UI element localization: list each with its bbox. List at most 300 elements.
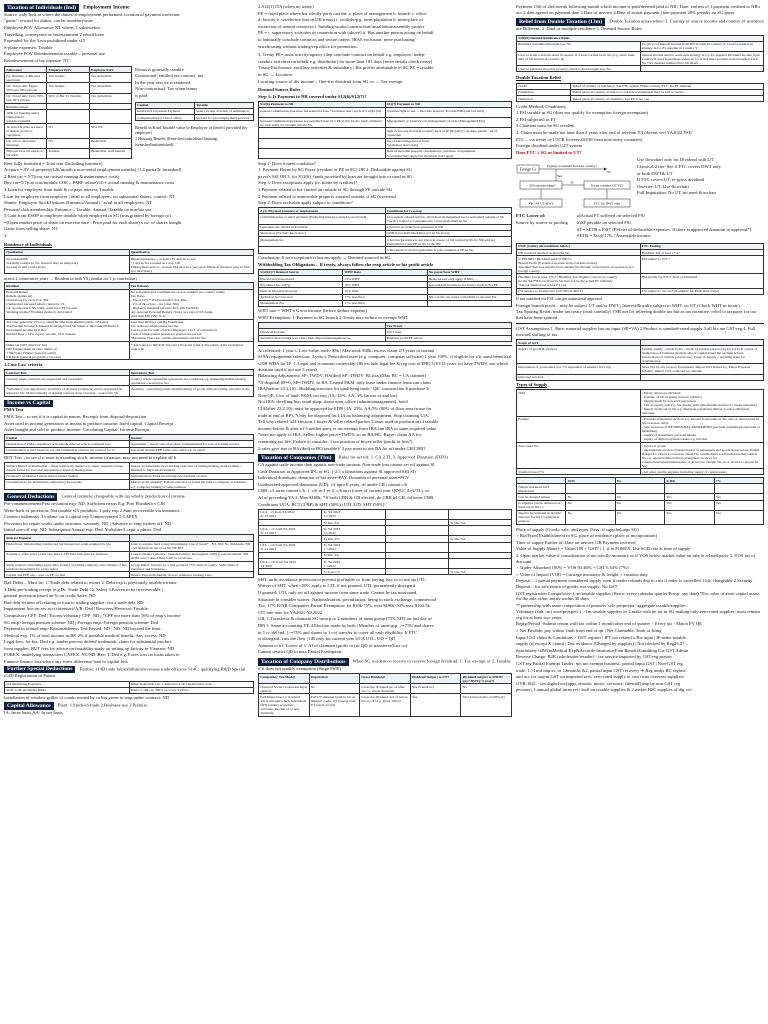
- fsie-row: [517, 274, 764, 288]
- pe-lines: [258, 4, 512, 49]
- interest-expense-row: [5, 541, 254, 551]
- allowance-cell: NT: [47, 124, 89, 138]
- gst-scope-cell: Supply of goods & services: [517, 346, 641, 364]
- exclusion-condition-cell: [259, 247, 386, 253]
- s12-payment-row: [259, 138, 512, 148]
- residence-row: [5, 255, 254, 273]
- allowance-row: [5, 83, 132, 93]
- treaty-income-cell: Dividend Income: [259, 329, 386, 335]
- resident-tax-row: [5, 319, 254, 341]
- carry-forward-row: [259, 542, 512, 552]
- bad-debt-line: Bad Debts – Must be: 1. Trade debt related to owner 2. Debt exp is previously taxable income: [4, 579, 177, 585]
- gst-implication-cell: Yes: [665, 500, 714, 510]
- tax-model-cell: Gross the dividend: net of before tax as CF (e.g. given 100%): [360, 694, 411, 716]
- allowance-header: Allowance: [5, 67, 47, 73]
- dt-relief-cell: Relief of country of residence; Tax FTC against Home-country FTC, No FT suffered: [571, 83, 764, 89]
- allowance-row: [5, 124, 132, 138]
- loss-rule-line: Conditions UCA: BCT (2 BP) & SHT (50%) | UTL/UD: SHT (50%): [258, 501, 385, 507]
- gst-implication-cell: Can be charged output: [517, 494, 566, 500]
- employment-income-line: Reimbursement of biz expense: NT: [4, 57, 70, 63]
- column-3: [516, 4, 764, 1020]
- deemed-remittance-cell: [640, 66, 764, 72]
- further-deductions-text: Further: s14B trade fair/exhibition/overseas trade office or S14C: qualifying R&D Special s14D Registration of Patent: [4, 666, 246, 679]
- exclusion-condition-row: [259, 214, 512, 224]
- employment-income-line: Expended for the 3.not prohibited under s15: [4, 38, 86, 44]
- pe-line: to habitually conclude contracts and secure orders. IRAS exclusion: mere purchasing/: [258, 36, 416, 42]
- badges-of-trade-cell: Supplementary Work processing/development on land: [129, 473, 254, 479]
- bonus-line: Contractual: entitled via contract; tax: [135, 73, 204, 79]
- capital-taxable-cell: Reward for past employment services: [195, 114, 254, 120]
- benefit-line: Shares: Employee Stock Options (Entrance/Annual) / avail to all employees: NT: [4, 200, 153, 206]
- carry-forward-cell: UCA : c/f from YA 2022 31.12.2021: [259, 509, 322, 519]
- exclusion-conditions-table: [258, 207, 512, 253]
- bad-debt-line: general provision based on % on credit Sales: ND: [4, 593, 96, 599]
- types-of-supply-title: Types of Supply: [516, 382, 548, 388]
- step-line: 2.Payment related to immovable property situated outside of SG (overseas): [258, 193, 397, 199]
- allowance-cell: NT: [47, 138, 89, 148]
- types-of-supply-cell: - Salary, directors, dividend - Transfer of biz as going concern (TOGC) - Supply made by non-GST reg person - Third Country sale e.g. SG Trader, bills merchandise delivers to Japan customers - Supply made out of SG e.g. Malaysia warehouse deliver goods to Malaysia customer: [640, 390, 764, 416]
- s12-payment-cell: [259, 128, 386, 138]
- carry-forward-cell: UCA – c/f from YA 2023 31.12.2021: [259, 526, 322, 536]
- pe-line: extraction of natural resources i. building/works/construction/installation/assembly project: [258, 23, 425, 29]
- carry-forward-cell: To YA 2023 1.1.2022: [322, 542, 385, 552]
- gst-scope-cell: Importation of goods must pay 7% regardless of whether GST reg: [517, 364, 641, 374]
- interest-expense-row: [5, 562, 254, 572]
- case-law-cell: Country where contracts are negotiated and concluded: [5, 376, 130, 386]
- flow-text-foreign-co: Foreign Co: [519, 167, 537, 172]
- gst-rule-line: persons | 1.annual global turnover>1mil on taxable supplies & 2.makes B2C supplies of dig svc: [516, 687, 692, 693]
- credit-method-line: FTC – via treaty or UTCR (covers all FSI from non-treaty countries): [516, 136, 643, 142]
- general-deduction-line: Pre-commencement/Post cessation exp: ND. Sufficient nexus E.g. Port Elizabeth v CIR: [4, 500, 166, 506]
- residence-section: [4, 242, 254, 397]
- bad-debt-line: 3.Debt pre-trading receipt (e.g.Dr. Trade Debt Cr. Sales) 3.Proven to be irrecoverable |: [4, 586, 163, 592]
- allowance-cell: Deductible: [89, 138, 131, 148]
- gst-rule-line: > Biz/Fixed Establishment in SG, place of residence (place of incorporation): [516, 533, 657, 539]
- sht-line: GR: 1.Transferor & claimant SG incorp or 2.members of same group (75% SHT on last day of: [258, 616, 432, 622]
- gst-scope-cell: Imported services: [517, 374, 641, 380]
- gst-implication-cell: No: [615, 510, 664, 524]
- allowance-row: [5, 138, 132, 148]
- foreign-branch-line: Foreign branch profit – may be subject UT and/or DWT | Interest/Royalty subject to WHT, no UT (Check WHT in treaty).: [516, 302, 741, 308]
- gst-implication-cell: Yes: [714, 510, 763, 524]
- interest-expense-table: [4, 534, 254, 578]
- treaty-line: 3. Treaty PE= asset/activity/agency (dep-conclude contract on behalf e.g. employee; indep-: [258, 52, 426, 58]
- fsie-table: [516, 243, 764, 295]
- credit-method-line: 2.FSI subjected to FT: [516, 116, 556, 122]
- allowance-cell: 1k petrol & plate are used to deliver goods to customers: [5, 124, 47, 138]
- ia-aa-note: IA: Incur basis AA: In use basis: [4, 709, 63, 715]
- gst-implication-cell: No: [566, 500, 615, 510]
- income-capital-line: Asset bought and sold to produce income: Circulating Capital: Income Receipt: [4, 427, 149, 433]
- step-1: Step 1: Is Payment to NR covered under S12(6)/S12(7)?: [258, 93, 367, 99]
- carry-forward-cell: [385, 542, 448, 552]
- gst-implication-cell: Is supplies can be deducted as input tax in the co: [517, 500, 566, 510]
- capital-income-cell: Use-from license/FPH in the can contract to be agent: [129, 447, 254, 453]
- wht-rate-cell: Technical Services fees: [259, 294, 343, 300]
- carry-forward-cell: [448, 509, 511, 519]
- gst-implication-cell: No: [566, 510, 615, 524]
- gst-implication-cell: [665, 484, 714, 494]
- capital-allowance-line: income before & after trf 3.neither party is tax exempt from IBA can IBA in same acquired value: [258, 425, 437, 431]
- employment-income-line: Employee POV Allowance NT where: 1.subsistence,: [4, 25, 102, 30]
- badges-of-trade-cell: Motive profit seeking* Preferred motive of found the land to company as business e.g. Company holding of same business: [129, 479, 254, 489]
- treaty-income-table: [258, 322, 512, 342]
- flowchart-note-line: or both DWT& UT: [637, 170, 673, 176]
- employment-income-line: "gains": reward for duties, can be monetary/non-: [4, 18, 94, 24]
- dt-relief-cell: Deduction: [517, 95, 571, 101]
- ftc-flowchart: [516, 159, 634, 211]
- wht-note-line: WHT Exemption: 1. Payment to SG branch 2.Treaty may reduce or exempt WHT: [258, 315, 409, 321]
- badges-of-trade-cell: Circumstances for Realisation compulsory forced sale: [5, 479, 130, 489]
- flowchart-note-line: Classical 2 tier: See if FTC covers DWT only: [637, 164, 721, 169]
- gst-scope-row: [517, 374, 764, 380]
- employment-income-line: S-plane expenses: Taxable: [4, 44, 53, 50]
- general-deduction-line: Contract indemnity 3.s-plane car 4.capital exp 5.improvement 5.CAPEX: [4, 514, 138, 520]
- allowance-cell: Reimbursement: [5, 103, 47, 109]
- residence-cell: No resident/PR Normally resides in SG, absence may be temporary As long as still rooted in SG: [5, 255, 130, 273]
- capital-allowance-lines: [258, 348, 512, 452]
- tax-model-cell: No: [309, 684, 360, 694]
- carry-forward-row: [259, 526, 512, 536]
- exclusion-condition-cell: Commission/fee or other payment (Excluding interest) related to loan/credit: [259, 214, 386, 224]
- wht-rate-cell: 17% non-final: [343, 294, 427, 300]
- wht-rate-cell: 10% WHT: [343, 282, 427, 288]
- step-line: payer's SSI OR 3. for S12(6), funds provided by loan are brought into or used in SG: [258, 173, 413, 179]
- carry-forward-cell: [385, 509, 448, 519]
- benefit-line: Rent fully furnished = Total rent (Including furniture): [4, 160, 103, 166]
- general-deduction-line: Write-back of provision: Not taxable s15 prohibits: 1.poly exp 2.Sum recoverable via insurance: [4, 507, 180, 513]
- sht-line: Situation to consider waiver: Nationalisation, privatisation, being in stock exchange, commercial: [258, 596, 436, 602]
- exclusion-condition-cell: 1.Loan/debt-related service, show-how-management fee is performed outside of SG *service related to Guarantee fee can be performed in SG: [385, 214, 512, 224]
- gst-scope-cell: Sales Tax by any person | Exceptions: Import GST Relief e.g. Major Exporter Scheme; Import GST collected by customs: [640, 364, 764, 374]
- special-deduction-cell: Other deductible exp: 1.Renewal of IP 2.Renovation costs ...: [129, 681, 254, 687]
- flowchart-notes: [637, 157, 764, 213]
- section-badge-distributions: Taxation of Company Distributions: [258, 658, 349, 666]
- wht-rate-cell: Rent on Movable Property: [259, 288, 343, 294]
- tax-model-cell: Yes (S shall be): [410, 684, 461, 694]
- s12-payment-row: [259, 108, 512, 118]
- foreign-branch-lines: [516, 303, 764, 321]
- carry-forward-cell: [448, 558, 511, 568]
- allowance-cell: Tax taxable: [47, 83, 89, 93]
- types-of-supply-cell: OOS: [517, 390, 641, 416]
- distributions-title: When SG resident co receive or receive foreign dividend: 1. Tax exempt or 2. Taxable if it does not qualify exemption (Singe FSIE): [258, 658, 511, 671]
- double-tax-relief-section: [516, 18, 764, 31]
- carry-forward-cell: 31 Dec YA: [322, 552, 385, 558]
- case-law-cell: Country where substantial operations are conducted e.g. marketing/manufacturing operations – sourced in SG: [129, 376, 254, 386]
- s12-payment-table: [258, 101, 512, 159]
- resident-tax-cell: Other tax (DIT directors' fee) DIT Employment income: higher of 1.NR basic 15%(no personal relief) 2.R basis (general progressive tax rate): [5, 342, 130, 360]
- loss-rule-line: Individual donations: donation of biz asset=PAY. Donation of personal asset=PCV: [258, 475, 410, 481]
- carry-forward-cell: [385, 558, 448, 568]
- carry-forward-cell: 31 Case CT: [322, 569, 385, 575]
- gst-rule-line: Place of supply (Goods: sale; and types (Serv: if supp belongs SG): [516, 526, 639, 532]
- treaty-income-cell: Business profit/PE article: [385, 335, 512, 341]
- pe-line: 2.S12(1) ITA (when no treaty): [258, 4, 314, 9]
- allowance-cell: [89, 110, 131, 124]
- payment-rule: Payment 15th of 2nd month following month which income is paid/deemed paid to NR | Date: earliest of 1.payment credited to NR's acc 2.date agreed on payment date 3.Date of invoice 4.Date of actual payment | late payment 20% penalty on SG payer: [516, 4, 761, 15]
- capital-taxable-cell: Compensation for loss of office: [136, 114, 195, 120]
- deemed-source-section: [258, 87, 512, 342]
- carry-forward-cell: UTL – c/b from YA 2022 31.12.2021: [259, 542, 322, 552]
- deemed-remittance-cell: Co (Xcg co) interest income from BN in bank in Country X. Used to settle trad strategy in Co Z's supplier in Country Y: [640, 41, 764, 51]
- benefit-line: 2.Rent car = 5/7(cost car÷actual running & maintenance costs): [4, 173, 120, 179]
- treaty-income-row: [259, 335, 512, 341]
- deemed-remittance-cell: Used to purchase movable property which is then brought into SG: [517, 66, 641, 72]
- capital-taxable-table: [135, 102, 254, 122]
- gst-implication-row: [517, 500, 764, 510]
- fsie-cell: Is FSI DRS? Dividend paid by NR Co Branch Profit (Exclude non-trade from overseas branch) Specified Services income from outside SG through a fixed place of operation in a foreign country: [517, 256, 641, 274]
- bad-debt-line: from supplier. BUT fees for advice on feasibility study on setting up factory in Vietnam: ND: [4, 645, 174, 651]
- ftc-lower-title: FTC Lower of:: [516, 213, 546, 219]
- interest-expense-cell: Deductions: Outstanding constructed but interest not setup required by law: [5, 541, 130, 551]
- flow-text-mid: M: [570, 180, 574, 185]
- special-deduction-cell: s14 Qualifying Expenses...: [5, 681, 130, 687]
- gst-rule-line: and acc for output GST on imported serv/ zero-rated supply to cust from overseas suppliers: [516, 674, 684, 680]
- wht-rate-cell: Management Fee: [259, 300, 343, 306]
- steps-2-4-lines: [258, 161, 512, 206]
- employment-income-line: Employee POV Reimbursement taxable – personal use: [4, 51, 105, 57]
- allowance-cell: Deductible, staff benefit: [89, 148, 131, 158]
- types-of-supply-row: [517, 416, 764, 442]
- income-capital-line: PMA Test – to see if it is capital in nature; Receipts from disposal/destruction: [4, 413, 147, 419]
- types-of-supply-cell: - Prescribed financial services e.g. interest from banks in SG, sale of shares/bond in SG/overseas, debts - Sale and lease of RESIDENTIAL PROPERTIES (exclude commercial and units of furnishing) - supply of investment precious metals - supply of digital payment tokens e.g. bitcoins: [640, 416, 764, 442]
- gst-rule-line: > Value of Import (VOI) = Carriage insurance & freight + customs duty: [516, 571, 648, 577]
- carry-forward-cell: 31 Dec YA: [448, 519, 511, 525]
- allowance-cell: [47, 110, 89, 124]
- wht-rate-header: No payer/bear WHT: [427, 269, 511, 275]
- wht-rate-header: S12(6)/(7) Deemed Source: [259, 269, 343, 275]
- wht-rate-cell: [427, 300, 511, 306]
- carry-forward-cell: To YA 2023 1.1.2022: [322, 558, 385, 568]
- case-law-cell: Ancillary – purchasing/basis manufacturing of goods without trading activities in SG: [129, 386, 254, 396]
- types-of-supply-cell: Zero-rated 0%: [517, 443, 641, 469]
- benefit-line: =(Open market price of share on exercise date - Price paid for each share) x no. of shares bought: [4, 219, 182, 225]
- s12-payment-cell: Management or assistance in management of trade (Management Fee): [385, 118, 512, 128]
- foreign-branch-line: Tax Sparing Relief: under tax treaty (read carefully) TSR not for relieving double tax but as tax incentive, relief to taxpayer for tax that have been sparred: [516, 309, 757, 320]
- capital-allowance-line: IBA(before 23.2.10) : Building/structure for qualifying trade / QE: construction $ purchase $: [258, 386, 429, 392]
- gst-rule-line: Deposit – 1.partial payment considered supply even if trader refunds dep to cust if order is cancelled. Gift: chargeable 2.Security Deposit – for safe return of goods, not supply: No GST: [516, 578, 753, 589]
- tax-model-cell: Full UT imputed (paid in SG as imputed credit, UT (rated) from UT based on UT): [309, 694, 360, 716]
- capital-taxable-row: [136, 114, 254, 120]
- gst-rule-line: Sporbilaety 04W(inMedical Exp&Accurde Insurance|Fam Benefit|Gambling Car GST Admin: [516, 647, 689, 653]
- fsie-cell: Headline Tax at least 15%? | Headline Tax=highest corp tax of country (in the YA FSI is received in SG may not be the actual FT suffered) *but calculation use actual FT rate: [517, 274, 641, 288]
- residence-header: Qualitative: [5, 249, 130, 255]
- ftc-lower-item: b)SF payable on selected FSI: [577, 220, 631, 225]
- gst-implication-cell: No: [615, 494, 664, 500]
- residence-cell: Physical presence – at least 183 days in a year *1 day in SG counted as 1 day, 100 Employment period – at least 183 days in a year span. Physical presence (any in first two directions): [129, 255, 254, 273]
- gst-implication-header: Ex: [615, 477, 664, 483]
- treaty-line: conduct activities on behalf e.g. distributor) for more than 183 days (more details check treaty): [258, 58, 433, 64]
- flow-text-no: No: [607, 170, 612, 175]
- divider: [258, 345, 512, 346]
- carry-forward-cell: 31 Dec YA: [448, 569, 511, 575]
- bad-debt-line: Finance finance loss where any forex difference loan to capital loss: [4, 659, 128, 665]
- wht-rate-cell: Interest and loan related: [259, 275, 343, 281]
- sht-line: Tax: 17% R/NR Companies Partial Exemption: 1st $10k-75%, next $190k-50% max $102.5k: [258, 603, 430, 609]
- exclusion-condition-header: 2 yrs Physical presence or employment: [259, 208, 386, 214]
- allowance-cell: 500 rent travel in expat on vacation: [5, 148, 47, 158]
- carry-forward-cell: [259, 569, 322, 575]
- capital-taxable-cell: Salary in lieu of notice of termination: [195, 108, 254, 114]
- capital-allowance-text: Plant: 1.Stock-in-trade 2.Business-use 3.Premise: [57, 702, 148, 708]
- interest-expense-row: [5, 572, 254, 578]
- gst-implication-cell: No: [615, 500, 664, 510]
- allowance-row: [5, 110, 132, 124]
- allowance-cell: CK cars to attend biz meetings: [5, 138, 47, 148]
- tax-model-row: [259, 694, 512, 716]
- capital-allowance-line: Balancing Adjustment: SP<TWDV: BA(ded) SP>TWDV: BC(tax)[Max BC = CA claimed]: [258, 373, 426, 379]
- badges-of-trade-row: [5, 463, 254, 473]
- capital-allowance-line: Non-QE: Cost of land, P&M, net exp | IA: 25%, AA: 3% (in use of and biz): [258, 392, 398, 398]
- bot-test: BOT Test – to see if it asset is a trading stock: income in nature; may not need to explain all 6: [4, 455, 177, 461]
- capital-allowance-line: 2.sales give rise to BA (ded) or BC(taxable)? 3.pay must to use BA for nil under GR/CBB?: [258, 445, 426, 451]
- gst-rule-line: Reverse Charge: B2B (wholesaler/retailer) - tax service imported by GST-reg person: [516, 654, 672, 660]
- gst-rule-line: GST registration Compulsory-1>m taxable supplies (Retro: every calendar quarter/Prosp: any date) *Exc sales of asset capital assets for the sale of/no: notify within 30 days: [516, 590, 760, 602]
- allowance-row: [5, 148, 132, 158]
- carry-forward-table: [258, 509, 512, 576]
- capital-allowance-line: *If disposal SP=0, SP=TWDV, so BA. Leased P&M, only lease under finance lease can claim: [258, 379, 431, 385]
- flow-text-ftc-ut: FTC for UT/DWT: [528, 201, 554, 206]
- tax-model-cell: Full Imputation Co is seized solely through which individuals (SH) conduct economic activities, Income of co and dividends: [259, 694, 310, 716]
- deemed-remittance-row: [517, 66, 764, 72]
- gst-rule-line: Value of Supply Money = Value/100 + GST? | 1. if in FOREX, Use SGD rate at time of supply: [516, 546, 691, 552]
- gst-implication-cell: [566, 484, 615, 494]
- company-losses-section: [258, 454, 512, 655]
- treaty-income-header: Tax Treaty: [385, 323, 512, 329]
- sht-line: Amount to trf: Lower of 1. AI of claimant (profit co) or QD of transferor(loss co).: [258, 642, 409, 648]
- badges-of-trade-cell: Frequency of Similar Transactions frequent trading: [5, 473, 130, 479]
- interest-expense-cell: Capital and FPE exp – user on PE, so Ded: [5, 572, 130, 578]
- flowchart-note-line: Full Imputation: No UT, no need flowchart: [637, 190, 717, 196]
- credit-method-line: Foreign dividend under C2T system: [516, 143, 583, 149]
- interest-expense-cell: Loan to acquire fund to buy investments: Use of funds* - NT, ND; No dividends: ND - All deductions the co to SG NT ND: [129, 541, 254, 551]
- badges-of-trade-table: [4, 462, 254, 490]
- ftc-lower-item: a)Actual FT suffered on selected FSI: [577, 213, 645, 219]
- window-grilles-note: Installation of window grilles of condo owned by co but given to emp under contract: ND: [4, 695, 169, 701]
- s12-payment-header: S12(6) Payment to NR: [259, 101, 386, 107]
- badges-of-trade-cell: Subject Matter of Realisation – Asset with ready market e.g. share/ required vacant, Assets, Lease for personal enjoyment: Capital gathering asset: [5, 463, 130, 473]
- gst-implication-cell: Yes: [714, 500, 763, 510]
- s12-payment-cell: use of knowledge (know how) *exclusion don't apply: [385, 138, 512, 148]
- carry-forward-row: [259, 558, 512, 568]
- gst-rule-line: > Trader Absorbed 100% = VOS 93.46% + GST 6.54% (7%): [516, 565, 629, 571]
- bad-debt-line: Bad debt written off relating to loan to trading supplier: not a trade debt ND: [4, 599, 144, 605]
- gst-scope-cell: [640, 374, 764, 380]
- sht-line: in 1 co del ind. (>=75% and shares in 1 co) transfer to cover all cash eligibility. If FTC: [258, 629, 418, 635]
- loss-rules-lines: [258, 462, 512, 507]
- exclusion-condition-cell: 5. Recipient of service/guarantee is a SG resident or PE in SG: [385, 247, 512, 253]
- employment-income-line: Travelling, conveyance or entertainment 2.which have: [4, 31, 104, 37]
- types-of-supply-row: [517, 390, 764, 416]
- allowance-cell: Tax deductible: [89, 73, 131, 83]
- gst-implication-cell: Yes: [665, 510, 714, 524]
- dt-relief-cell: Relief given in country of source or residence; exemption may be full or partial: [571, 89, 764, 95]
- wht-rate-cell: non-resident income is not from a trade to SG PE ...: [427, 282, 511, 288]
- ftc-lower-items: [577, 213, 764, 239]
- fsie-header: FTC Pooling: [640, 243, 764, 249]
- allowance-cell: Taxable: [47, 148, 89, 158]
- gst-scope-row: [517, 346, 764, 364]
- source-pooling-label: Source by source or pooling: [516, 220, 568, 225]
- housing-benefit: 1.Housing Benefit (Rent-free/subsidised housing, furnished/unfurnished): [135, 136, 218, 147]
- tax-model-header: Companies' Tax Model: [259, 673, 310, 683]
- dt-relief-title: Double Taxation Relief: [516, 75, 561, 81]
- capital-income-cell: Consideration is paid based on tax and termination cases in the contract for rs: [5, 447, 130, 453]
- section-badge-relief: Relief from Double Taxation (13m): [516, 18, 605, 26]
- treaty-line: Treaty Exclusions: ancillary activities & subsidiary | Biz profits attributable to SG PE = taxable: [258, 65, 434, 71]
- allowance-cell: 100k for housing under employment residence/ann20k: [5, 110, 47, 124]
- step-line: 1. Payment Borne by SG Payer (resident or PE in SG) OR 2. Deductible against SG: [258, 167, 412, 173]
- treaty-line: Locating source of div income – One-tier dividend from SG co → Tax-exempt: [258, 78, 403, 84]
- deemed-remittance-cell: Remitted transmitted/brought into SG: [517, 41, 641, 51]
- wht-rate-cell: 17% non-final: [343, 300, 427, 306]
- case-law-header: Contract Test: [5, 369, 130, 375]
- credit-method-line: 4. Claim must be made not later than 2 years after end of relevant YA (4years wef YA2022 FSI): [516, 130, 692, 136]
- tax-model-cell: Gross the dividend (no of after-tax co, whole dividend): [360, 684, 411, 694]
- sht-line: is disregard: cuts the flow | GR only for current year UCA UTL, UD = QD: [258, 636, 396, 642]
- types-of-supply-cell: - export of goods - international services (transportation of passengers and goods at par below, freight charges for export to overseas, should be commodities sold/landed/loading outside SG e.g. agent/architect/surveyor/engineer services for construction/repair/maintenance of in service outside SG, in or service to person in SG): [640, 443, 764, 469]
- capital-income-header: Income: [129, 435, 254, 441]
- sht-line: Waiver of SHT: when <50% apply to CIT, if not granted, UTL permanently disregard: [258, 583, 415, 589]
- gst-rule-line: **partnership with same composition of partners 'sole proprietor: aggregate taxable supplies: [516, 602, 686, 608]
- dt-relief-table: [516, 83, 764, 103]
- sht-line: SHT: unfit-avoidance provision to prevent profitable co from buying loss co to use up UTL: [258, 576, 426, 582]
- general-deduction-line: Provision for repair works under customer warranty: ND | Advance to emp written off: ND: [4, 520, 172, 526]
- dt-relief-cell: Credit: [517, 83, 571, 89]
- sht-line: If granted: UTL only set off against income from same trade. Cannot be tax motivated.: [258, 590, 418, 596]
- tax-model-row: [259, 684, 512, 694]
- loss-rule-line: Unabsorbed approved donations (UD): c/f upto 6 years, trf under GR | cannot c/b: [258, 481, 408, 487]
- fsie-cell: Headline Tax at least 15%?: [640, 249, 764, 255]
- gst-rule-line: OVR: B2C - tax digital svc(apps, ebooks, music ,software, firewall) imp by non-GST reg: [516, 680, 681, 686]
- allowance-cell: 50% of Biz Tx Taxable: [47, 93, 89, 103]
- ftc-lower-item: ST= SETR x FSI* (FSI net of deductible expenses. If there is approved donation or approval*): [577, 226, 752, 232]
- bonus-line: is paid: [135, 92, 148, 98]
- types-of-supply-row: [517, 469, 764, 475]
- credit-method-line: 3.Claimant must be SG resident: [516, 123, 575, 129]
- special-deduction-cell: Rates: S 10k cap 300% on every S given...: [129, 687, 254, 693]
- ministerial-approval-note: If not satisfied for FSI, can get ministerial approval: [516, 296, 602, 302]
- types-of-supply-cell: Standard rated 7%: [517, 469, 641, 475]
- sht-line: BP) 3. Same accounting YE 4.Election made by both | Member of same grp: >=75% and shares: [258, 623, 434, 629]
- types-of-supply-table: [516, 389, 764, 475]
- bonus-text: [135, 67, 254, 99]
- loss-rule-line: CBB: c/f turns cannot c/b. 1. c/b to 1 yr 2. c/b next lower of current year QD(UCA+UTL). or: [258, 488, 429, 494]
- exclusion-condition-cell: Management fee: [259, 237, 386, 247]
- s12-payment-cell: [259, 138, 386, 148]
- capital-income-cell: Destruction of PMA: regulatory activities & affected which confessed loss: [5, 441, 130, 447]
- bad-debt-line: Payment to related emp: Reasonableness Test Passed: ND | NO: ND beyond the limit: [4, 626, 161, 632]
- employment-income-line: Source: only look at where the duties of employment performed; location of payment irrelevant: [4, 11, 180, 17]
- allowance-cell: Tax deductible: [89, 83, 131, 93]
- losses-title: Rules for set off: 1. CA 2.TL 3. Approved Donation (FIFO): [338, 454, 448, 460]
- withholding-title: Withholding Tax Obligations – If treaty, always follow the reap article or biz profit article: [258, 261, 434, 267]
- wht-rate-cell: Royalties (Sec 12(7)): [259, 282, 343, 288]
- case-law-title: 1.Case Law criteria: [4, 361, 43, 367]
- section-badge-individuals: Taxation of Individuals (Ind): [4, 4, 79, 12]
- allowance-header: Employee POV: [47, 67, 89, 73]
- wht-rate-cell: Reduced rate only apply if NR's ...: [427, 275, 511, 281]
- bad-debt-line: FOREX: underlying transaction CAPEX: NT/ND. Rev: T/Ded e.g. Forex loss on loans taken to: [4, 652, 180, 658]
- loss-rule-line: CA against trade income then against non-trade income. Non-trade loss cannot set off against SI: [258, 462, 435, 468]
- gst-scope-table: [516, 339, 764, 381]
- carry-forward-cell: To YA 2023 1.1.2022: [322, 509, 385, 519]
- deemed-remittance-cell: Used to settle a debt incurred in respect of a trade carried on in SG (e.g. settle trade debt of SG branch in Country X): [517, 52, 641, 66]
- types-of-supply-cell: - All other taxable supplies including supply of capital assets: [640, 469, 764, 475]
- benefit-line: Loan for employee from employer | avail to all employees, no substantial shares, control: NT: [4, 193, 176, 199]
- pe-line: PE = fixed place where biz wholly/party carried: a. place of management b. branch c. office: [258, 10, 427, 16]
